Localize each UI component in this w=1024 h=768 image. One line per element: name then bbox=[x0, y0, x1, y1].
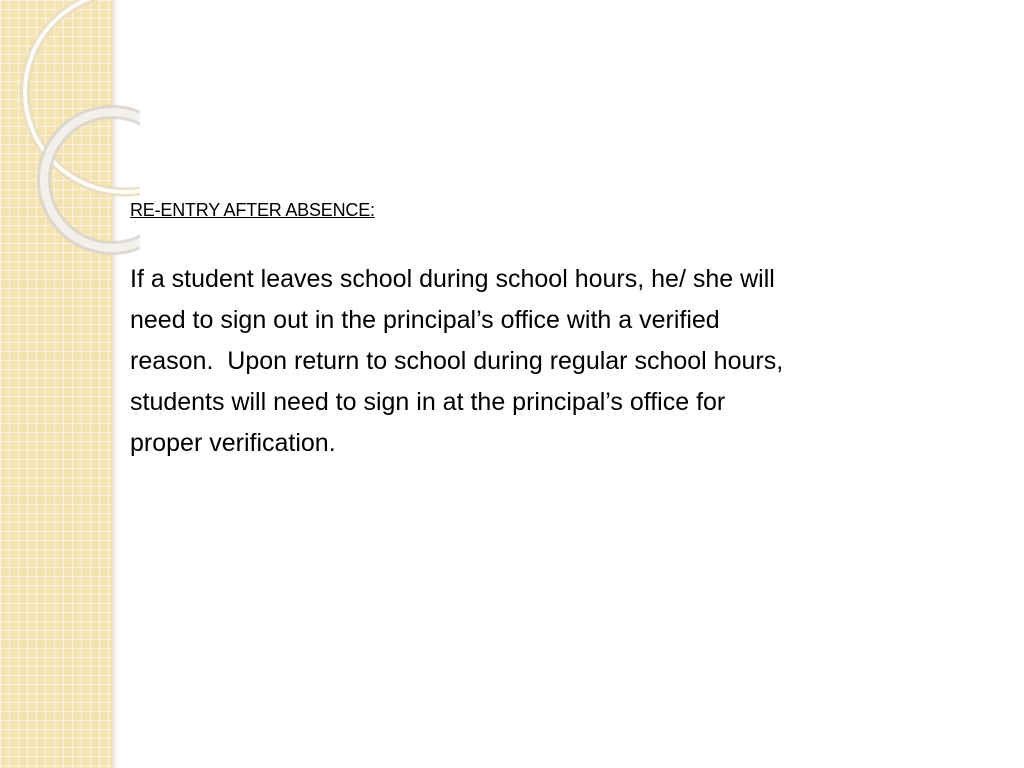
section-heading: RE-ENTRY AFTER ABSENCE: bbox=[130, 200, 375, 220]
decorative-rings-icon bbox=[0, 0, 140, 260]
section-body: If a student leaves school during school hours, he/ she will need to sign out in the principal’s office with a verified reason. Upon return to school during regular school hours, students will need to sign in at the principal’s office for proper verification. bbox=[130, 265, 784, 457]
slide-content bbox=[130, 200, 970, 464]
